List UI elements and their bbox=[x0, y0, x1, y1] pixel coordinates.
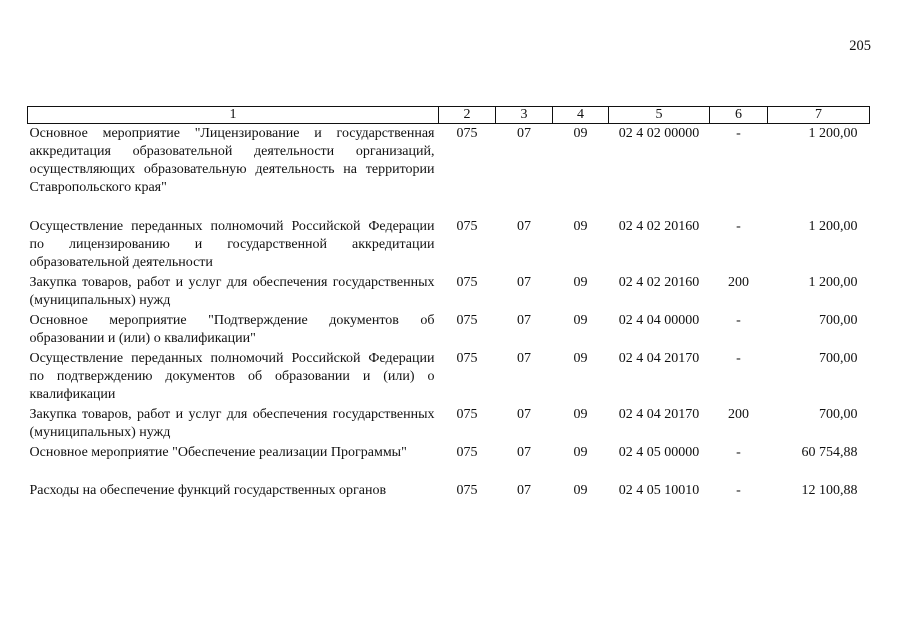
row-ministry-code: 075 bbox=[456, 313, 478, 328]
row-section-code: 07 bbox=[517, 445, 531, 460]
row-ministry-code: 075 bbox=[456, 351, 478, 366]
row-name: Расходы на обеспечение функций государственных органов bbox=[29, 483, 387, 498]
page-number: 205 bbox=[849, 38, 871, 54]
budget-table bbox=[27, 106, 870, 501]
row-section-code: 07 bbox=[517, 126, 531, 141]
row-subsection-code: 09 bbox=[573, 445, 588, 460]
row-expense-type: - bbox=[736, 313, 741, 328]
header-col-7: 7 bbox=[768, 107, 870, 124]
header-col-1: 1 bbox=[28, 107, 439, 124]
table-header-row bbox=[28, 107, 870, 124]
row-ministry-code: 075 bbox=[456, 483, 478, 498]
row-expense-type: - bbox=[736, 126, 741, 141]
row-subsection-code: 09 bbox=[573, 351, 588, 366]
table-row bbox=[28, 311, 870, 349]
row-amount: 1 200,00 bbox=[808, 275, 858, 290]
row-subsection-code: 09 bbox=[573, 407, 588, 422]
row-subsection-code: 09 bbox=[573, 275, 588, 290]
row-target-article: 02 4 05 10010 bbox=[618, 483, 700, 498]
header-col-5: 5 bbox=[609, 107, 710, 124]
header-col-3: 3 bbox=[496, 107, 553, 124]
row-ministry-code: 075 bbox=[456, 275, 478, 290]
row-section-code: 07 bbox=[517, 313, 531, 328]
row-target-article: 02 4 04 00000 bbox=[618, 313, 700, 328]
table-row bbox=[28, 273, 870, 311]
row-section-code: 07 bbox=[517, 275, 531, 290]
row-ministry-code: 075 bbox=[456, 407, 478, 422]
row-expense-type: - bbox=[736, 219, 741, 234]
row-section-code: 07 bbox=[517, 351, 531, 366]
row-amount: 12 100,88 bbox=[801, 483, 858, 498]
row-subsection-code: 09 bbox=[573, 126, 588, 141]
row-ministry-code: 075 bbox=[456, 219, 478, 234]
table-row bbox=[28, 481, 870, 501]
table-row bbox=[28, 349, 870, 405]
row-name: Закупка товаров, работ и услуг для обеспечения государственных (муниципальных) нужд bbox=[29, 275, 435, 308]
row-amount: 700,00 bbox=[819, 407, 858, 422]
row-ministry-code: 075 bbox=[456, 126, 478, 141]
row-amount: 60 754,88 bbox=[801, 445, 858, 460]
row-expense-type: 200 bbox=[728, 407, 749, 422]
row-name: Осуществление переданных полномочий Российской Федерации по лицензированию и государственной аккредитации образовательной деятельности bbox=[29, 219, 435, 270]
row-name: Основное мероприятие "Подтверждение документов об образовании и (или) о квалификации" bbox=[29, 313, 435, 346]
row-name: Осуществление переданных полномочий Российской Федерации по подтверждению документов об образовании и (или) о квалификации bbox=[29, 351, 435, 402]
row-subsection-code: 09 bbox=[573, 483, 588, 498]
row-target-article: 02 4 04 20170 bbox=[618, 407, 700, 422]
row-section-code: 07 bbox=[517, 407, 531, 422]
header-col-4: 4 bbox=[553, 107, 609, 124]
row-name: Закупка товаров, работ и услуг для обеспечения государственных (муниципальных) нужд bbox=[29, 407, 435, 440]
row-name: Основное мероприятие "Обеспечение реализации Программы" bbox=[29, 445, 407, 460]
row-expense-type: 200 bbox=[728, 275, 749, 290]
table-row bbox=[28, 443, 870, 481]
table-row bbox=[28, 217, 870, 273]
header-col-2: 2 bbox=[439, 107, 496, 124]
row-subsection-code: 09 bbox=[573, 313, 588, 328]
row-ministry-code: 075 bbox=[456, 445, 478, 460]
table-row bbox=[28, 405, 870, 443]
row-amount: 700,00 bbox=[819, 351, 858, 366]
row-amount: 1 200,00 bbox=[808, 219, 858, 234]
row-expense-type: - bbox=[736, 351, 741, 366]
row-expense-type: - bbox=[736, 445, 741, 460]
row-target-article: 02 4 02 20160 bbox=[618, 219, 700, 234]
row-section-code: 07 bbox=[517, 219, 531, 234]
table-row bbox=[28, 124, 870, 218]
header-col-6: 6 bbox=[710, 107, 768, 124]
row-amount: 700,00 bbox=[819, 313, 858, 328]
row-section-code: 07 bbox=[517, 483, 531, 498]
row-name: Основное мероприятие "Лицензирование и государственная аккредитация образовательной деятельности организаций, осуществляющих образовательную деятельность на территории Ставропольского края" bbox=[29, 126, 435, 195]
row-target-article: 02 4 05 00000 bbox=[618, 445, 700, 460]
row-target-article: 02 4 02 20160 bbox=[618, 275, 700, 290]
row-amount: 1 200,00 bbox=[808, 126, 858, 141]
row-subsection-code: 09 bbox=[573, 219, 588, 234]
row-target-article: 02 4 04 20170 bbox=[618, 351, 700, 366]
row-target-article: 02 4 02 00000 bbox=[618, 126, 700, 141]
row-expense-type: - bbox=[736, 483, 741, 498]
